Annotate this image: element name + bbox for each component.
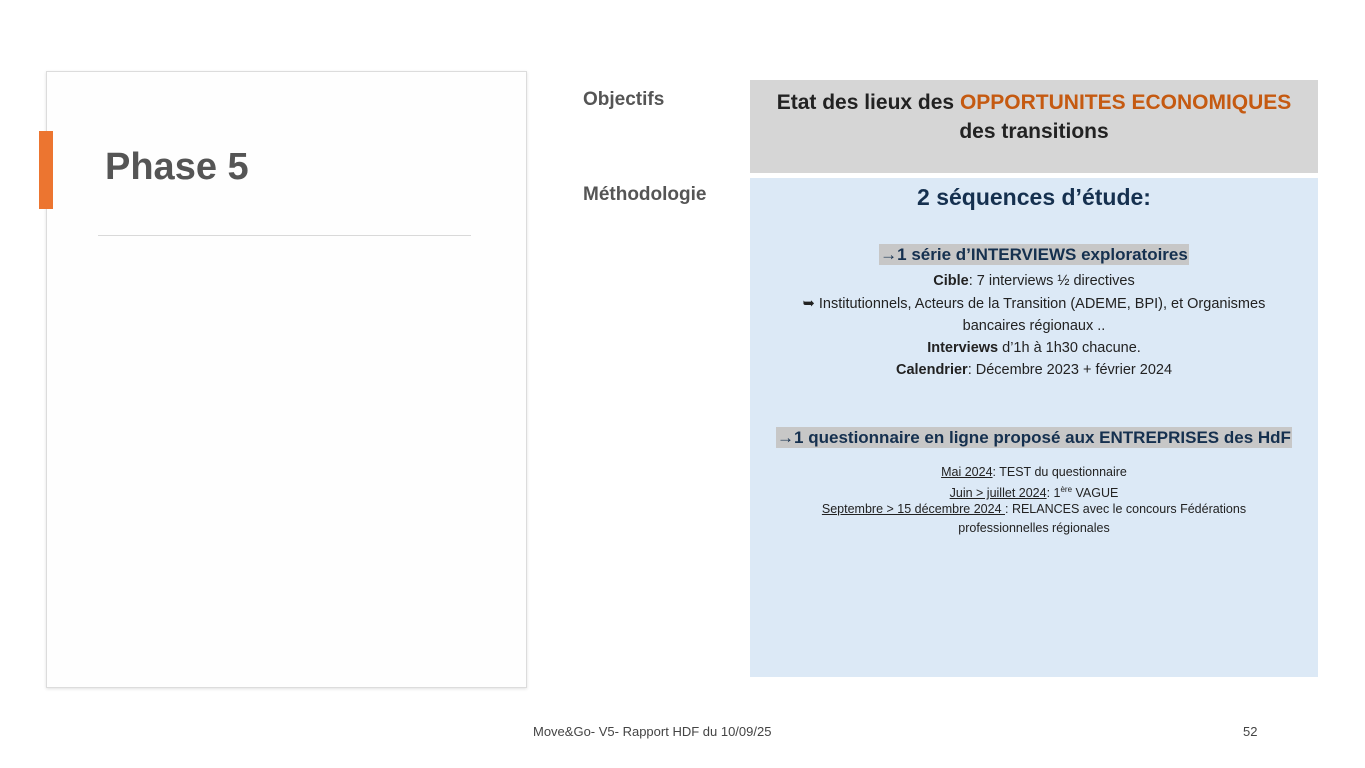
wave-text: : 1 (1046, 486, 1061, 501)
reminder-date: Septembre > 15 décembre 2024 (821, 502, 1005, 516)
methodology-label: Méthodologie (583, 184, 707, 205)
wave-date: Juin > juillet 2024 (949, 486, 1047, 501)
sequence-1-header-text: →1 série d’INTERVIEWS exploratoires (880, 245, 1188, 264)
objective-highlight: OPPORTUNITES ECONOMIQUES (959, 91, 1292, 114)
sequence-2-line-2 (750, 481, 1318, 502)
target-text: : 7 interviews ½ directives (968, 273, 1135, 289)
sequence-1-institutions-2: bancaires régionaux .. (962, 318, 1106, 334)
objective-prefix: Etat des lieux des (776, 91, 960, 114)
test-text: : TEST du questionnaire (992, 465, 1127, 479)
methodology-title: 2 séquences d’étude: (917, 184, 1151, 210)
sequence-2-line-4: professionnelles régionales (958, 521, 1110, 535)
objective-box (750, 80, 1318, 173)
sequence-1-header (750, 245, 1318, 265)
sequence-2-header (750, 428, 1318, 448)
sequence-1-target (750, 271, 1318, 291)
accent-bar (39, 131, 53, 209)
objective-line-2: des transitions (959, 120, 1109, 143)
interviews-text: d’1h à 1h30 chacune. (998, 340, 1141, 356)
test-date: Mai 2024 (941, 465, 993, 479)
sequence-1-institutions-1: ➥ Institutionnels, Acteurs de la Transition (ADEME, BPI), et Organismes (802, 296, 1266, 312)
slide-title: Phase 5 (105, 146, 249, 188)
interviews-label: Interviews (927, 340, 999, 356)
calendar-label: Calendrier (895, 362, 968, 378)
calendar-text: : Décembre 2023 + février 2024 (967, 362, 1173, 378)
methodology-box (750, 178, 1318, 677)
page-number: 52 (1243, 724, 1258, 739)
footer-text: Move&Go- V5- Rapport HDF du 10/09/25 (533, 724, 772, 739)
objective-line-1 (750, 88, 1318, 117)
sequence-2-line-3 (750, 501, 1318, 518)
sequence-2-header-text: →1 questionnaire en ligne proposé aux ENTREPRISES des HdF (777, 428, 1291, 447)
wave-text-end: VAGUE (1072, 486, 1119, 501)
sequence-1-calendar (750, 360, 1318, 380)
sequence-1-interviews (750, 338, 1318, 358)
wave-superscript: ère (1060, 485, 1073, 494)
objectives-label: Objectifs (583, 89, 665, 110)
title-divider (98, 235, 471, 236)
reminder-text: : RELANCES avec le concours Fédérations (1005, 502, 1247, 516)
sequence-2-line-1 (750, 464, 1318, 481)
target-label: Cible (933, 273, 969, 289)
